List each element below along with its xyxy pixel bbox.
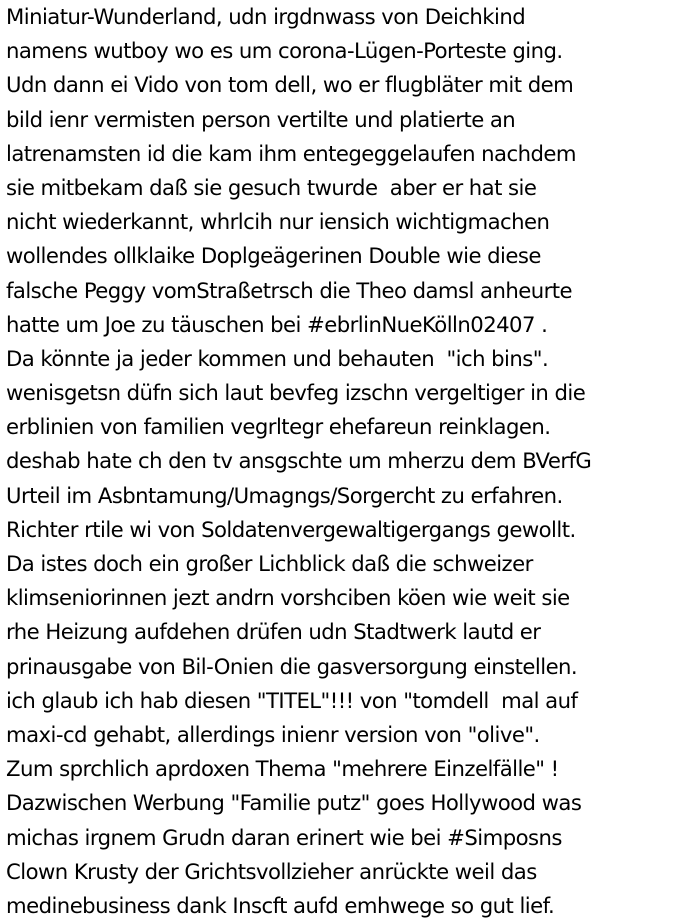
text-line-16: Richter rtile wi von Soldatenvergewaltigergangs gewollt. <box>6 516 576 542</box>
text-line-23: Zum sprchlich aprdoxen Thema "mehrere Einzelfälle" ! <box>6 756 559 782</box>
text-line-22: maxi-cd gehabt, allerdings inienr version von "olive". <box>6 721 540 747</box>
text-line-5: latrenamsten id die kam ihm entegeggelaufen nachdem <box>6 140 576 166</box>
text-line-10: hatte um Joe zu täuschen bei #ebrlinNueKölln02407 . <box>6 311 548 337</box>
text-line-3: Udn dann ei Vido von tom dell, wo er flugbläter mit dem <box>6 72 574 98</box>
text-line-21: ich glaub ich hab diesen "TITEL"!!! von "tomdell mal auf <box>6 687 578 713</box>
text-line-12: wenisgetsn düfn sich laut bevfeg izschn vergeltiger in die <box>6 380 586 406</box>
text-line-18: klimseniorinnen jezt andrn vorshciben köen wie weit sie <box>6 585 570 611</box>
text-line-14: deshab hate ch den tv ansgschte um mherzu dem BVerfG <box>6 448 592 474</box>
text-line-27: medinebusiness dank Inscft aufd emhwege so gut lief. <box>6 892 555 918</box>
text-body <box>6 0 682 923</box>
text-line-15: Urteil im Asbntamung/Umagngs/Sorgercht zu erfahren. <box>6 482 563 508</box>
text-line-2: namens wutboy wo es um corona-Lügen-Porteste ging. <box>6 38 563 64</box>
text-line-8: wollendes ollklaike Doplgeägerinen Double wie diese <box>6 243 541 269</box>
text-line-20: prinausgabe von Bil-Onien die gasversorgung einstellen. <box>6 653 578 679</box>
text-line-1: Miniatur-Wunderland, udn irgdnwass von Deichkind <box>6 4 526 29</box>
text-line-9: falsche Peggy vomStraßetrsch die Theo damsl anheurte <box>6 277 572 303</box>
text-line-19: rhe Heizung aufdehen drüfen udn Stadtwerk lautd er <box>6 619 541 645</box>
text-line-25: michas irgnem Grudn daran erinert wie bei #Simposns <box>6 824 562 850</box>
text-line-7: nicht wiederkannt, whrlcih nur iensich wichtigmachen <box>6 209 550 235</box>
text-line-4: bild ienr vermisten person vertilte und platierte an <box>6 106 516 132</box>
text-line-6: sie mitbekam daß sie gesuch twurde aber er hat sie <box>6 174 537 200</box>
text-line-13: erblinien von familien vegrltegr ehefareun reinklagen. <box>6 414 551 440</box>
text-line-26: Clown Krusty der Grichtsvollzieher anrückte weil das <box>6 858 537 884</box>
text-line-11: Da könnte ja jeder kommen und behauten "ich bins". <box>6 345 549 371</box>
text-line-24: Dazwischen Werbung "Familie putz" goes Hollywood was <box>6 790 582 816</box>
text-line-17: Da istes doch ein großer Lichblick daß die schweizer <box>6 551 533 576</box>
